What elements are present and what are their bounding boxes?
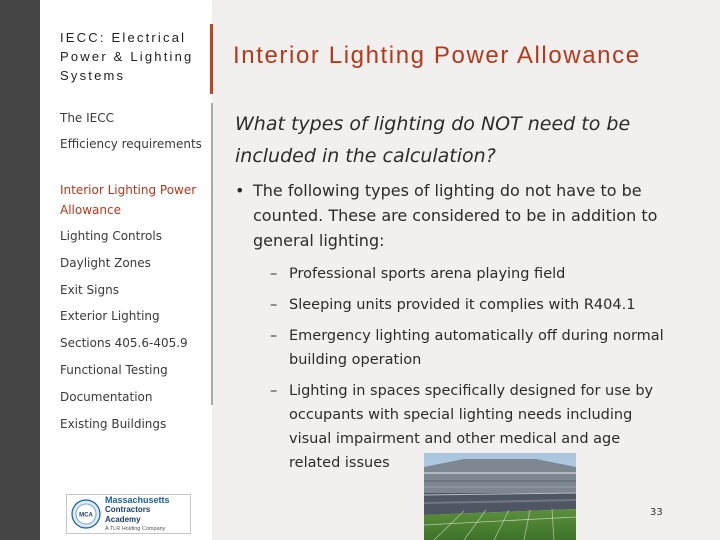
dash-marker: – — [270, 328, 278, 344]
sidebar-divider — [211, 103, 213, 405]
stadium-photo — [424, 453, 576, 540]
slide-question: What types of lighting do NOT need to be included in the calculation? — [235, 113, 631, 167]
sidebar-item-exterior-lighting[interactable]: Exterior Lighting — [60, 309, 160, 323]
list-item — [270, 324, 670, 372]
sidebar-item-lighting-controls[interactable]: Lighting Controls — [60, 229, 162, 243]
sidebar-item-efficiency-requirements[interactable]: Efficiency requirements — [60, 137, 202, 151]
dash-marker: – — [270, 297, 278, 313]
main-bullet-text: The following types of lighting do not have to be counted. These are considered to be in addition to general lighting: — [253, 181, 658, 250]
sidebar-item-interior-lighting-power-allowance[interactable]: Interior Lighting Power Allowance — [60, 183, 197, 217]
slide-title: Interior Lighting Power Allowance — [233, 42, 641, 69]
list-item-text: Sleeping units provided it complies with R404.1 — [289, 297, 636, 313]
sidebar-item-existing-buildings[interactable]: Existing Buildings — [60, 417, 167, 431]
sidebar-item-sections[interactable]: Sections 405.6-405.9 — [60, 336, 188, 350]
course-title: IECC: Electrical Power & Lighting Systems — [60, 30, 194, 83]
seal-text: MCA — [79, 512, 93, 519]
sidebar — [40, 0, 212, 540]
seal-icon — [71, 499, 101, 529]
sidebar-item-documentation[interactable]: Documentation — [60, 390, 153, 404]
list-item — [270, 293, 670, 317]
list-item-text: Professional sports arena playing field — [289, 266, 566, 282]
sidebar-item-exit-signs[interactable]: Exit Signs — [60, 283, 119, 297]
sidebar-item-the-iecc[interactable]: The IECC — [60, 111, 115, 125]
list-item — [270, 262, 670, 286]
main-bullet — [235, 178, 685, 253]
dash-marker: – — [270, 266, 278, 282]
academy-logo — [66, 494, 191, 534]
dash-marker: – — [270, 383, 278, 399]
bullet-marker: • — [235, 181, 245, 200]
sidebar-item-daylight-zones[interactable]: Daylight Zones — [60, 256, 151, 270]
left-dark-strip — [0, 0, 40, 540]
logo-line-1: Massachusetts — [105, 495, 170, 505]
list-item-text: Emergency lighting automatically off during normal building operation — [289, 328, 664, 368]
logo-text — [105, 495, 186, 533]
title-accent-bar — [210, 24, 213, 94]
sidebar-item-functional-testing[interactable]: Functional Testing — [60, 363, 168, 377]
list-item-text: Lighting in spaces specifically designed for use by occupants with special lighting needs including visual impairment and other medical and age related issues — [289, 383, 654, 471]
logo-line-3: A TLR Holding Company — [105, 526, 166, 532]
page-number: 33 — [650, 507, 663, 518]
logo-line-2: Contractors Academy — [105, 505, 151, 524]
